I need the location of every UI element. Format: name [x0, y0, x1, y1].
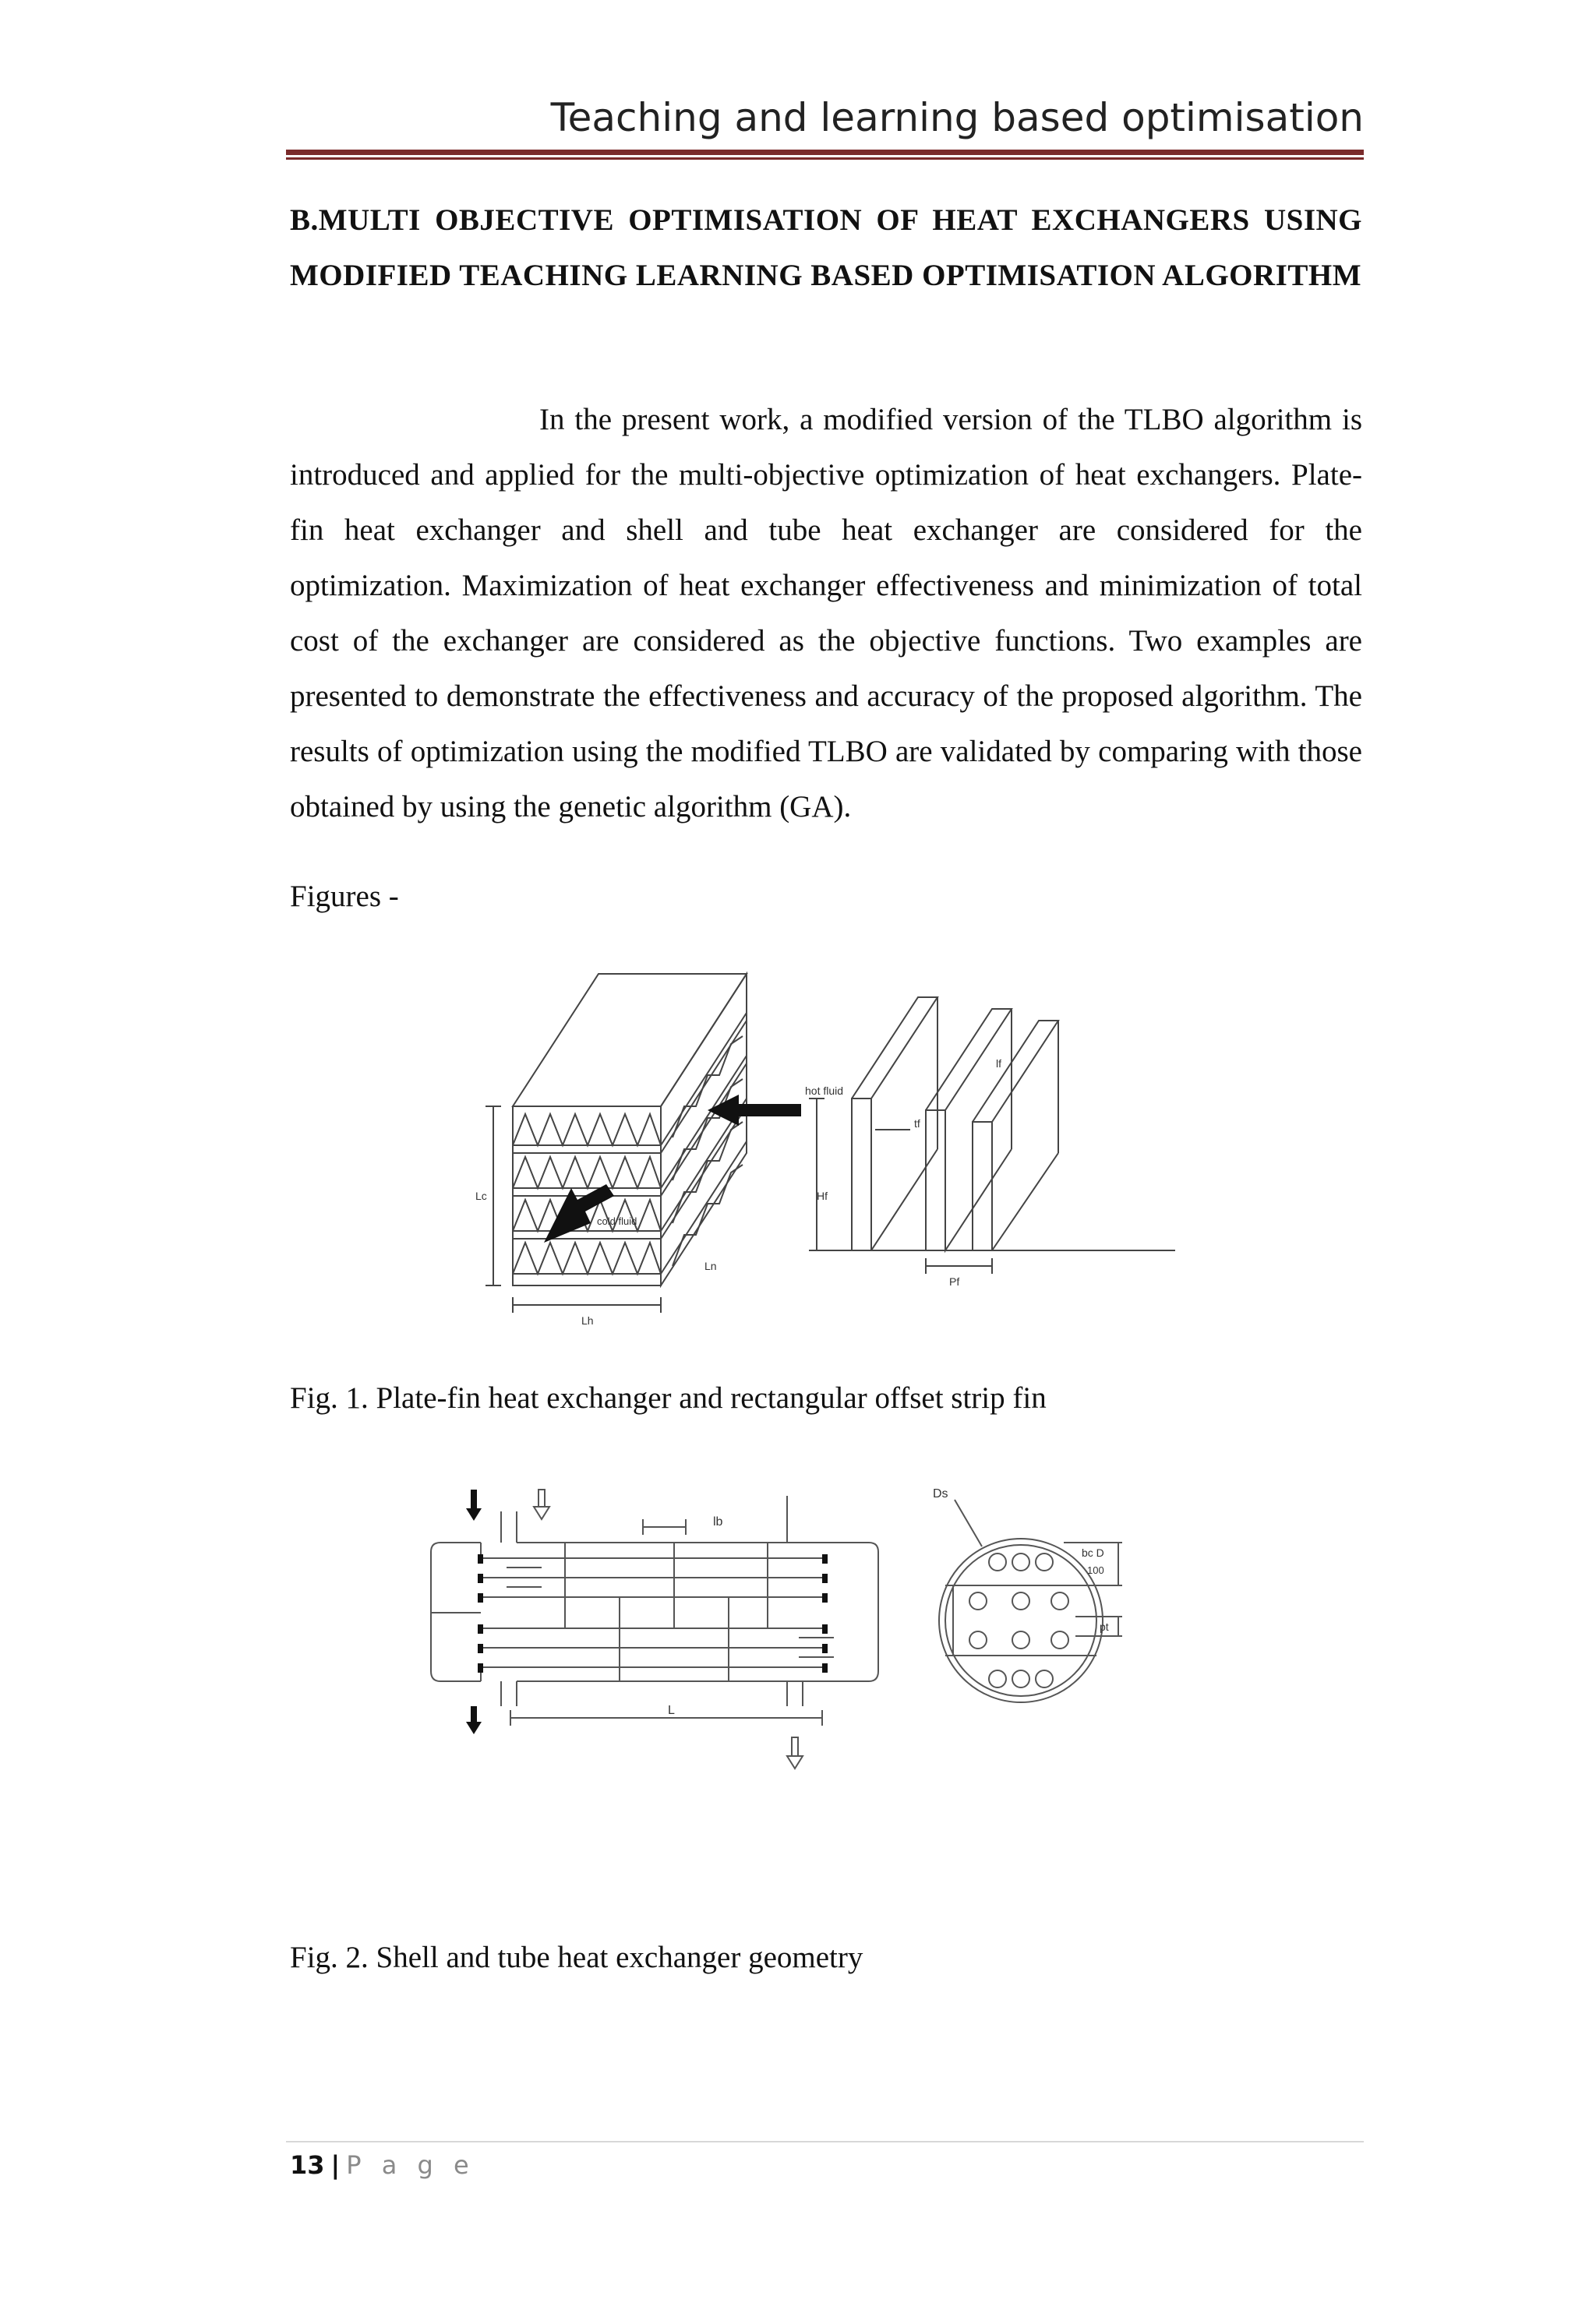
- hf-label: Hf: [817, 1190, 828, 1202]
- header-rule: [286, 150, 1364, 155]
- lc-label: Lc: [475, 1190, 487, 1202]
- pf-label: Pf: [949, 1275, 960, 1288]
- page-header-title: Teaching and learning based optimisation: [550, 95, 1364, 140]
- hot-fluid-label: hot fluid: [805, 1084, 844, 1097]
- footer-rule: [286, 2141, 1364, 2142]
- figures-label: Figures -: [290, 880, 399, 913]
- tf-label: tf: [914, 1117, 920, 1130]
- lb-label: lb: [713, 1515, 723, 1529]
- ds-label: Ds: [933, 1487, 948, 1501]
- page-footer: [290, 2150, 475, 2180]
- figure-1-caption: Fig. 1. Plate-fin heat exchanger and rectangular offset strip fin: [290, 1381, 1047, 1415]
- figure-1-plate-fin-diagram: [450, 962, 1199, 1344]
- figure-2-shell-tube-diagram: [425, 1480, 1173, 1792]
- page-number: 13: [290, 2150, 325, 2180]
- page-word: P a g e: [346, 2150, 475, 2180]
- l-label: L: [668, 1704, 675, 1717]
- pt-label: pt: [1100, 1620, 1109, 1633]
- bc-label: bc D: [1082, 1546, 1104, 1559]
- body-paragraph: In the present work, a modified version of the TLBO algorithm is introduced and applied for the multi-objective optimization of heat exchangers. Plate-fin heat exchanger and shell and tube heat exchanger are considered for the optimization. Maximization of heat exchanger effectiveness and minimization of total cost of the exchanger are considered as the objective functions. Two examples are presented to demonstrate the effectiveness and accuracy of the proposed algorithm. The results of optimization using the modified TLBO are validated by comparing with those obtained by using the genetic algorithm (GA).: [290, 403, 1362, 823]
- lh-label: Lh: [581, 1314, 594, 1327]
- footer-separator: |: [330, 2150, 341, 2180]
- lf-label: lf: [996, 1057, 1001, 1070]
- section-heading: B.MULTI OBJECTIVE OPTIMISATION OF HEAT EXCHANGERS USING MODIFIED TEACHING LEARNING BASED OPTIMISATION ALGORITHM: [290, 203, 1362, 292]
- bc-denominator-label: 100: [1087, 1564, 1104, 1576]
- cold-fluid-label: cold fluid: [597, 1215, 637, 1227]
- figure-2-caption: Fig. 2. Shell and tube heat exchanger geometry: [290, 1941, 863, 1974]
- header-rule-thin: [286, 157, 1364, 160]
- ln-label: Ln: [704, 1260, 717, 1272]
